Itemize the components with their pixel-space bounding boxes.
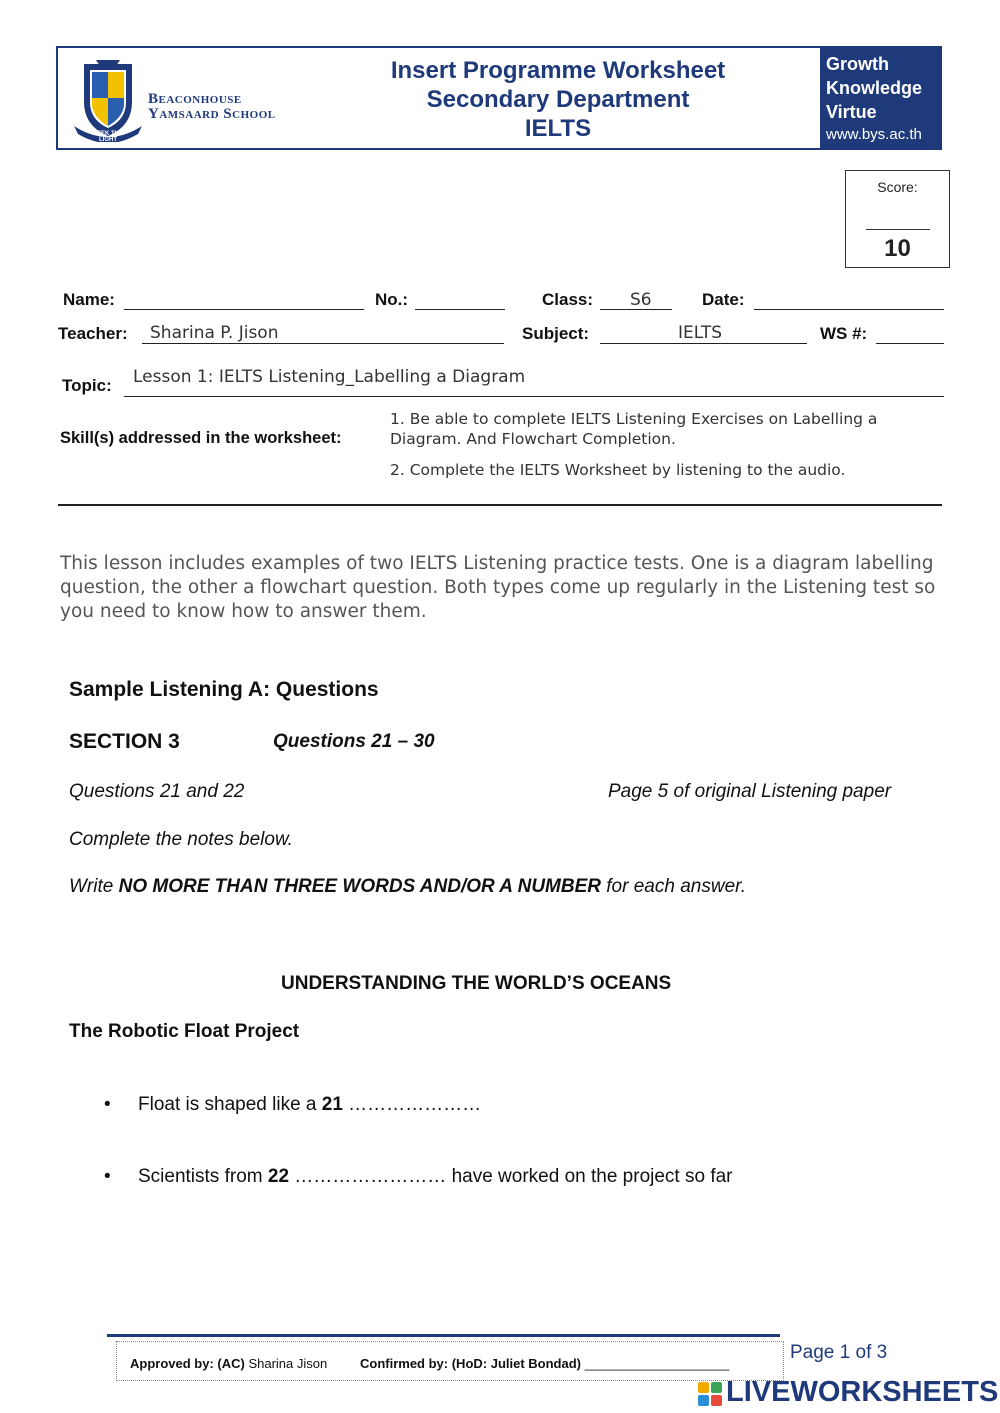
school-website: www.bys.ac.th: [826, 126, 922, 143]
subject-value: IELTS: [678, 323, 723, 343]
questions-sub: Questions 21 and 22: [69, 781, 245, 802]
questions-range: Questions 21 – 30: [273, 731, 435, 752]
header-title-department: Secondary Department: [426, 86, 690, 113]
section-number: SECTION 3: [69, 730, 180, 753]
question-22-number: 22: [267, 1166, 290, 1187]
score-box: [845, 170, 950, 268]
section-divider: [58, 504, 942, 506]
skill-1-line2: Diagram. And Flowchart Completion.: [390, 430, 676, 448]
approved-name: Sharina Jison: [244, 1356, 328, 1371]
school-name-line2: Yamsaard School: [148, 106, 276, 122]
date-label: Date:: [702, 290, 745, 309]
header-titles: [358, 56, 758, 143]
class-label: Class:: [542, 290, 594, 309]
number-field[interactable]: [415, 309, 505, 310]
value-knowledge: Knowledge: [826, 78, 923, 98]
number-label: No.:: [375, 290, 409, 309]
page-number: Page 1 of 3: [790, 1342, 888, 1363]
confirmed-by: [360, 1356, 729, 1371]
approved-label: Approved by: (AC): [130, 1356, 245, 1371]
subject-label: Subject:: [522, 324, 590, 343]
name-field[interactable]: [124, 309, 364, 310]
bullet-icon: •: [104, 1166, 111, 1187]
worksheet-header: [56, 46, 942, 150]
question-22-text-pre: Scientists from: [138, 1166, 268, 1187]
date-field[interactable]: [754, 309, 944, 310]
bullet-question-21: [104, 1094, 481, 1116]
instruction-complete: Complete the notes below.: [69, 829, 293, 850]
instruction-word-limit: [69, 876, 746, 898]
skill-1-line1: 1. Be able to complete IELTS Listening Exercises on Labelling a: [390, 410, 878, 428]
header-title-subject: IELTS: [524, 115, 592, 142]
topic-field: [124, 396, 944, 397]
instruction-word-limit-bold: NO MORE THAN THREE WORDS AND/OR A NUMBER: [118, 876, 601, 897]
school-logo: [68, 56, 298, 142]
question-21-blank[interactable]: …………………: [342, 1094, 482, 1115]
class-value: S6: [630, 290, 652, 310]
crest-icon: [70, 56, 146, 142]
school-values-box: [820, 48, 940, 148]
bullet-icon: •: [104, 1094, 111, 1115]
confirmed-blank: ____________________: [581, 1356, 730, 1371]
school-name: [148, 92, 276, 122]
header-title-programme: Insert Programme Worksheet: [390, 57, 726, 84]
skill-2: 2. Complete the IELTS Worksheet by listening to the audio.: [390, 461, 846, 479]
school-name-line1: Beaconhouse: [148, 91, 242, 107]
teacher-field: [142, 343, 504, 344]
instruction-word-limit-post: for each answer.: [601, 876, 747, 897]
score-label: Score:: [877, 179, 918, 195]
score-value: 10: [884, 235, 911, 262]
subject-field: [600, 343, 807, 344]
footer-rule: [107, 1334, 780, 1337]
question-22-blank[interactable]: …………………… have worked on the project so far: [289, 1166, 733, 1187]
topic-value: Lesson 1: IELTS Listening_Labelling a Diagram: [133, 367, 526, 387]
topic-label: Topic:: [62, 376, 112, 395]
ws-number-label: WS #:: [820, 324, 868, 343]
liveworksheets-logo-icon: [698, 1382, 722, 1406]
sample-heading: Sample Listening A: Questions: [69, 678, 379, 701]
question-21-number: 21: [321, 1094, 343, 1115]
score-divider: [866, 229, 930, 230]
intro-paragraph: This lesson includes examples of two IELTS Listening practice tests. One is a diagram labelling question, the other a flowchart question. Both types come up regularly in the Listening test so you need to know how to answer them.: [60, 553, 936, 622]
logo-motto: SEEK THE LIGHT: [92, 131, 123, 143]
ws-number-field[interactable]: [876, 343, 944, 344]
skill-1: [390, 409, 877, 449]
question-21-text-pre: Float is shaped like a: [138, 1094, 322, 1115]
project-title: The Robotic Float Project: [69, 1021, 300, 1042]
notes-title: UNDERSTANDING THE WORLD’S OCEANS: [281, 973, 672, 994]
page-reference: Page 5 of original Listening paper: [608, 781, 892, 802]
liveworksheets-brand[interactable]: LIVEWORKSHEETS: [726, 1376, 999, 1408]
teacher-label: Teacher:: [58, 324, 128, 343]
value-virtue: Virtue: [826, 102, 877, 122]
approved-by: [130, 1356, 327, 1371]
teacher-value: Sharina P. Jison: [150, 323, 279, 343]
bullet-question-22: [104, 1166, 733, 1188]
instruction-word-limit-pre: Write: [69, 876, 119, 897]
confirmed-label: Confirmed by: (HoD: Juliet Bondad): [360, 1356, 581, 1371]
name-label: Name:: [63, 290, 115, 309]
skills-label: Skill(s) addressed in the worksheet:: [60, 429, 342, 447]
value-growth: Growth: [826, 54, 889, 74]
